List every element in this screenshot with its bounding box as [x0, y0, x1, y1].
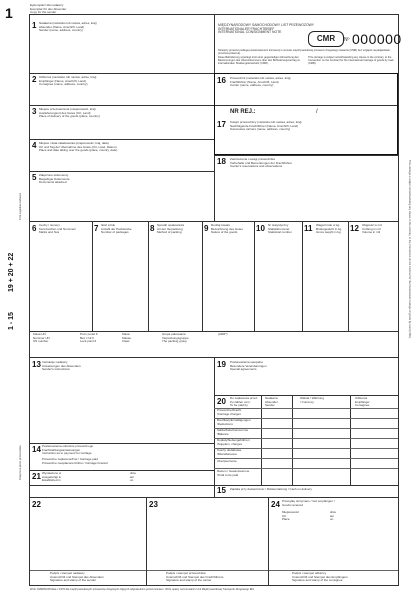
field-21-date-label[interactable]: dnia am on: [130, 471, 136, 483]
field-20-label: Do zapłacenia przez: Zu zahlen vom: To be paid by: [230, 396, 259, 408]
field-16-number: 16: [217, 76, 226, 85]
number-prefix: Nº: [344, 37, 350, 43]
field-24-label[interactable]: Przesyłkę otrzymano / Gut empfangen / Goods received: [282, 499, 335, 507]
charges-row-misc[interactable]: Koszty dodatkowe /Miscellaneous: [217, 448, 242, 456]
convention-title: MIĘDZYNARODOWY SAMOCHODOWY LIST PRZEWOZOWY INTERNATIONALER FRACHTBRIEF INTERNATIONAL CONSIGNMENT NOTE: [218, 23, 315, 35]
charges-row-balance[interactable]: Saldo/Zwischensumme /Balance: [217, 428, 249, 436]
adr-un-number[interactable]: Klasa UN Nummer UN UN number: [33, 332, 50, 344]
field-3-number: 3: [32, 107, 37, 116]
field-13-number: 13: [32, 360, 41, 369]
field-12-label[interactable]: Objętość w m3 Umfang in m3 Volume in m3: [362, 223, 382, 235]
field-18-label[interactable]: Zastrzeżenia i uwagi przewoźnika Vorbehalte und Bemerkungen der Frachtführer Carrier's reservations and observations: [230, 157, 293, 169]
registration-number-label[interactable]: NR REJ.:: [230, 109, 256, 115]
margin-note-1: Pola wypełnia nadawca: [19, 192, 22, 220]
copy-label: Egzemplarz dla nadawcy Exemplar für den Absender Copy for the sender: [30, 3, 67, 15]
field-20-number: 20: [217, 397, 226, 406]
adr-label: (ADR*): [218, 332, 228, 336]
field-24-date[interactable]: dnia am on: [330, 510, 336, 522]
field-16-label[interactable]: Przewoźnik (nazwisko lub nazwa, adres, kraj) Frachtführer (Name, Anschrift, Land) Carrier (name, address, country): [230, 76, 291, 88]
convention-text-de: Diese Beförderung unterliegt trotz einer gegenteiligen Abmachung den Bestimmungen des Übereinkommens über den Beförderungsvertrag im internationalen Straßengüterverkehr (CMR).: [218, 56, 301, 65]
cmr-logo: CMR: [308, 31, 344, 47]
right-margin-note: This carriage is subject notwithstanding any clause to the contrary, to the Convention on the Contract for the International Carriage of goods by road (CMR).: [408, 160, 411, 339]
charges-row-supplements[interactable]: Dopłaty/Nebengebühren /Supplem. charges: [217, 438, 250, 446]
charges-row-insurance[interactable]: Ubezpieczenie: [217, 459, 237, 463]
consignment-number: 000000: [352, 31, 402, 47]
registration-slash: /: [316, 109, 318, 115]
convention-text-en: This carriage is subject notwithstanding any clause to the contrary, to the Convention on the Contract for the International Carriage of goods by road (CMR).: [308, 56, 394, 65]
field-21-number: 21: [32, 472, 41, 481]
sender-signature-label[interactable]: Podpis i stempel nadawcy Unterschrift und Stempel des Absenders Signature and stamp of the sender: [50, 571, 104, 583]
margin-range-a: 1 - 15: [8, 312, 15, 330]
field-10-number: 10: [256, 224, 265, 233]
charges-col-sender: Nadawca Absender Sender: [265, 396, 278, 408]
field-14-label[interactable]: Postanowienia odnośnie przewoźnego Frachtzahlungsanweisungen Instruction as to payment for carriage: [42, 444, 94, 456]
field-22-number: 22: [32, 500, 41, 509]
field-15-label[interactable]: Zapłata przy dostarczeniu / Rückerstattung / Cash on delivery: [230, 487, 312, 491]
adr-figure[interactable]: Pozn punkt 6 Bez z.Nr.6 Lock point 6: [80, 332, 98, 344]
field-18-number: 18: [217, 157, 226, 166]
charges-col-consignee: Odbiorca Empfänger Consignee: [355, 396, 370, 408]
field-17-number: 17: [217, 120, 226, 129]
field-14-options[interactable]: Przewoźne zapłacone/Frei / Carriage paid Przewoźne nieopłacone/Unfrei / Carriage forward: [42, 457, 108, 465]
field-10-label[interactable]: Nr statystyczny Statistiknummer Statistical number: [268, 223, 292, 235]
field-4-number: 4: [32, 141, 37, 150]
field-11-label[interactable]: Waga brutto w kg Bruttogewicht in kg Gross weight in kg: [316, 223, 342, 235]
field-6-label[interactable]: Cechy i numery Kennzeichen und Nummern Marks and Nos: [39, 223, 77, 235]
field-23-number: 23: [149, 500, 158, 509]
field-17-label[interactable]: Kolejni przewoźnicy (nazwisko lub nazwa, adres, kraj) Nachfolgende Frachtführer (Name, Anschrift, Land) Successive carriers (name, address, country): [230, 120, 302, 132]
field-9-number: 9: [204, 224, 209, 233]
field-19-label[interactable]: Postanowienia specjalne Besondere Vereinbarungen Special agreements: [230, 360, 267, 372]
field-24-number: 24: [271, 500, 280, 509]
charges-row-deductions[interactable]: Bonifikaty/Ermäßigungen /Deductions: [217, 418, 251, 426]
copy-number: 1: [5, 5, 13, 21]
field-15-number: 15: [217, 486, 226, 495]
field-7-label[interactable]: Ilość sztuk Anzahl der Packstücke Number of packages: [101, 223, 132, 235]
adr-packing-group[interactable]: Grupa pakowania Verpackungsgruppe The packing group: [162, 332, 189, 344]
field-9-label[interactable]: Rodzaj towaru Bezeichnung des Gutes Nature of the goods: [211, 223, 243, 235]
field-3-label[interactable]: Miejsce przeznaczenia (miejscowość, kraj) Auslieferungsort des Gutes (Ort, Land) Place of delivery of the goods (place, country): [39, 107, 100, 119]
cmr-form: [29, 14, 402, 586]
form-footer: Wzór CMR/IRU/Polska z 1976 dla międzynarodowych przewozów drogowych objętych odpowiednim porozumieniem. Wzór oparty na formularzu Unii Międzynarodowej Transportu Drogowego IRU: [30, 588, 255, 591]
carrier-signature-label[interactable]: Podpis i stempel przewoźnika Unterschrift und Stempel des Frachtführers Signature and stamp of the carrier: [166, 571, 224, 583]
consignee-signature-label[interactable]: Podpis i stempel odbiorcy Unterschrift und Stempel des Empfängers Signature and stamp of the consignee: [292, 571, 348, 583]
field-12-number: 12: [350, 224, 359, 233]
field-5-label[interactable]: Załączone dokumenty Beigefügte Dokumente Documents attached: [39, 173, 70, 185]
field-8-label[interactable]: Sposób opakowania Art der Verpackung Method of packing: [157, 223, 185, 235]
field-1-label[interactable]: Nadawca (nazwisko lub nazwa, adres, kraj) Absender (Name, Anschrift, Land) Sender (name, address, country): [39, 21, 97, 33]
field-1-number: 1: [32, 21, 37, 30]
field-21-label[interactable]: Wystawiono w Ausgefertigt in Established in: [42, 471, 62, 483]
field-8-number: 8: [150, 224, 155, 233]
charges-row-carriage[interactable]: Przewoźne/Fracht /Carriage charges: [217, 408, 242, 416]
field-24-place[interactable]: Miejscowość Ort Place: [282, 510, 300, 522]
field-5-number: 5: [32, 173, 37, 182]
field-14-number: 14: [32, 445, 41, 454]
adr-class[interactable]: Klasa Klasse Class: [122, 332, 132, 344]
margin-note-2: Dołączona przez przewoźnika: [19, 445, 22, 480]
convention-text-pl: Niniejszy przewóz podlega postanowieniom konwencji o umowie międzynarodowej przewozu drogowego towarów (CMR) bez względu na jakąkolwiek przeciwną klauzulę.: [218, 49, 390, 55]
field-2-label[interactable]: Odbiorca (nazwisko lub nazwa, adres, kraj) Empfänger (Name, Anschrift, Land) Consignee (name, address, country): [39, 75, 97, 87]
charges-col-currency: Waluta / Währung / Currency: [300, 396, 324, 404]
field-6-number: 6: [32, 224, 37, 233]
field-19-number: 19: [217, 360, 226, 369]
field-4-label[interactable]: Miejsce i data załadowania (miejscowość, kraj, data) Ort und Tag der Übernahme des Gutes (Ort, Land, Datum) Place and date taking over the goods (place, country, date): [39, 141, 118, 153]
field-13-label[interactable]: Instrukcje nadawcy Anweisungen des Absenders Sender's instructions: [42, 360, 81, 372]
charges-row-total[interactable]: Razem / Gesamtsumme /Total to be paid: [217, 469, 250, 477]
field-11-number: 11: [304, 224, 313, 233]
field-7-number: 7: [94, 224, 99, 233]
field-2-number: 2: [32, 75, 37, 84]
margin-range-b: 19 + 20 + 22: [8, 252, 15, 292]
